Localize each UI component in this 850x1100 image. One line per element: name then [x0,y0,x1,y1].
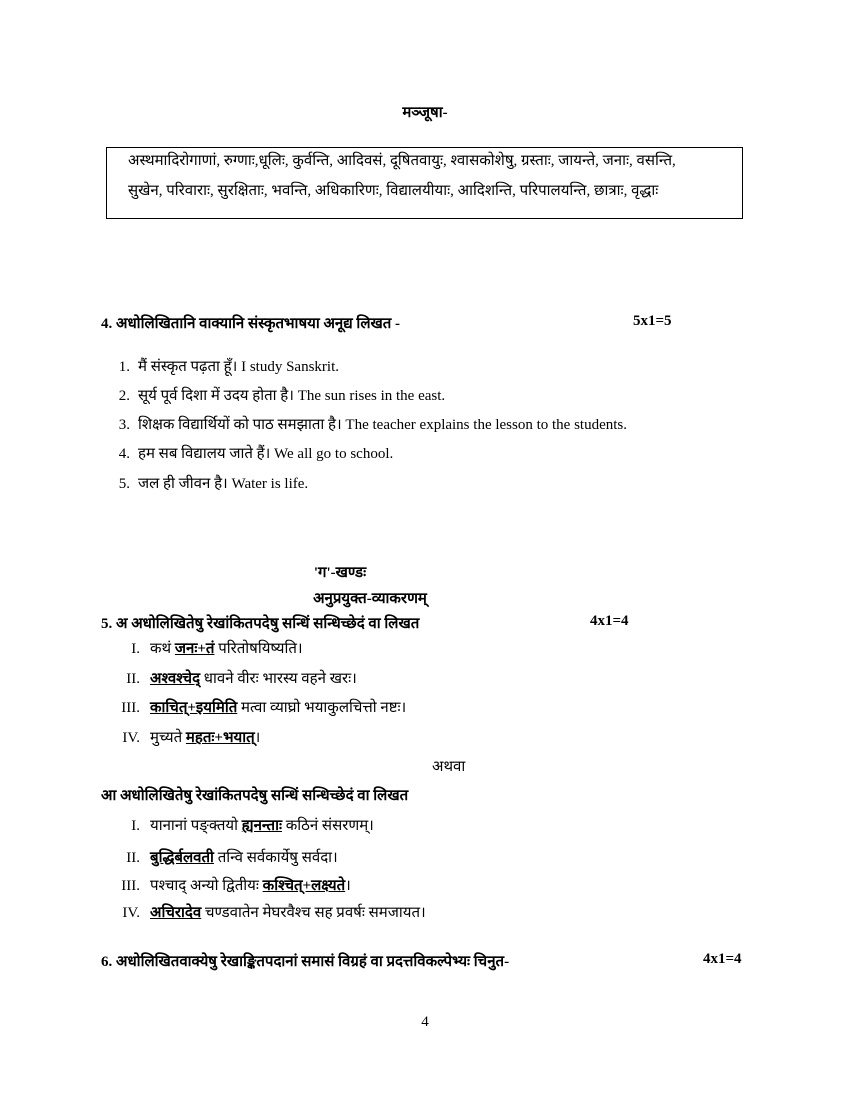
item-text: । [345,878,351,894]
word-box-line: अस्थमादिरोगाणां, रुग्णाः,धूलिः, कुर्वन्ति, आदिवसं, दूषितवायुः, श्वासकोशेषु, ग्रस्ताः, जायन्ते, जनाः, वसन्ति, [128,153,676,169]
english-sentence: The teacher explains the lesson to the students. [345,417,628,433]
question-5-marks: 4x1=4 [590,613,629,629]
or-label: अथवा [432,759,466,775]
item-number: 4. [118,446,130,462]
item-text: यानानां पङ्क्तयो [150,818,242,834]
list-item [118,668,357,688]
underlined-word: काचित्+इयमिति [150,700,238,716]
item-number: II. [126,850,140,866]
item-text: धावने वीरः भारस्य वहने खरः। [200,671,357,687]
word-box-line: सुखेन, परिवाराः, सुरक्षिताः, भवन्ति, अधिकारिणः, विद्यालयीयाः, आदिशन्ति, परिपालयन्ति, छात्राः, वृद्धाः [128,183,659,199]
list-item [108,414,627,434]
english-sentence: I study Sanskrit. [241,359,339,375]
question-5-heading: 5. अ अधोलिखितेषु रेखांकितपदेषु सन्धिं सन्धिच्छेदं वा लिखत [101,616,420,632]
list-item [108,473,308,493]
page-number: 4 [421,1014,429,1030]
item-text: कथं [150,641,175,657]
item-number: III. [121,878,140,894]
hindi-sentence: हम सब विद्यालय जाते हैं। [138,446,271,462]
item-text: मुच्यते [150,730,186,746]
list-item [118,727,260,747]
list-item [118,875,351,895]
underlined-word: महतः+भयात् [185,730,255,746]
hindi-sentence: मैं संस्कृत पढ़ता हूँ। [138,359,238,375]
item-text: परितोषयिष्यति। [214,641,303,657]
item-number: I. [131,641,140,657]
list-item [118,697,406,717]
item-number: II. [126,671,140,687]
hindi-sentence: शिक्षक विद्यार्थियों को पाठ समझाता है। [138,417,342,433]
hindi-sentence: जल ही जीवन है। [138,476,228,492]
item-text: कठिनं संसरणम्। [281,818,374,834]
question-6-heading: 6. अधोलिखितवाक्येषु रेखाङ्कितपदानां समासं विग्रहं वा प्रदत्तविकल्पेभ्यः चिनुत- [101,954,510,970]
underlined-word: बुद्धिर्बलवती [150,850,214,866]
question-6-marks: 4x1=4 [703,951,742,967]
manjusha-title: मञ्जूषा- [402,105,448,121]
item-number: IV. [122,730,140,746]
question-4-marks: 5x1=5 [633,313,672,329]
list-item [108,356,339,376]
section-subtitle: अनुप्रयुक्त-व्याकरणम् [313,591,427,607]
underlined-word: ह्यनन्ताः [241,818,282,834]
list-item [108,443,393,463]
item-text: । [254,730,261,746]
question-5-alt-heading: आ अधोलिखितेषु रेखांकितपदेषु सन्धिं सन्धिच्छेदं वा लिखत [101,788,409,804]
item-text: मत्वा व्याघ्रो भयाकुलचित्तो नष्टः। [237,700,407,716]
item-number: 5. [118,476,130,492]
english-sentence: Water is life. [231,476,309,492]
item-text: पश्चाद् अन्यो द्वितीयः [150,878,263,894]
underlined-word: अचिरादेव [150,905,202,921]
item-text: तन्वि सर्वकार्येषु सर्वदा। [213,850,338,866]
hindi-sentence: सूर्य पूर्व दिशा में उदय होता है। [138,388,294,404]
section-title: 'ग'-खण्डः [313,565,367,581]
list-item [118,847,338,867]
item-number: 2. [118,388,130,404]
underlined-word: कश्चित्+लक्ष्यते [262,878,346,894]
list-item [118,902,426,922]
item-number: 1. [118,359,130,375]
english-sentence: We all go to school. [274,446,394,462]
item-number: III. [121,700,140,716]
item-number: 3. [118,417,130,433]
item-number: I. [131,818,140,834]
item-number: IV. [122,905,140,921]
underlined-word: अश्वश्चेद् [150,671,201,687]
underlined-word: जनः+तं [174,641,215,657]
list-item [118,638,303,658]
english-sentence: The sun rises in the east. [297,388,446,404]
question-4-heading: 4. अधोलिखितानि वाक्यानि संस्कृतभाषया अनूद्य लिखत - [101,316,401,332]
list-item [118,815,374,835]
list-item [108,385,445,405]
item-text: चण्डवातेन मेघरवैश्च सह प्रवर्षः समजायत। [201,905,426,921]
